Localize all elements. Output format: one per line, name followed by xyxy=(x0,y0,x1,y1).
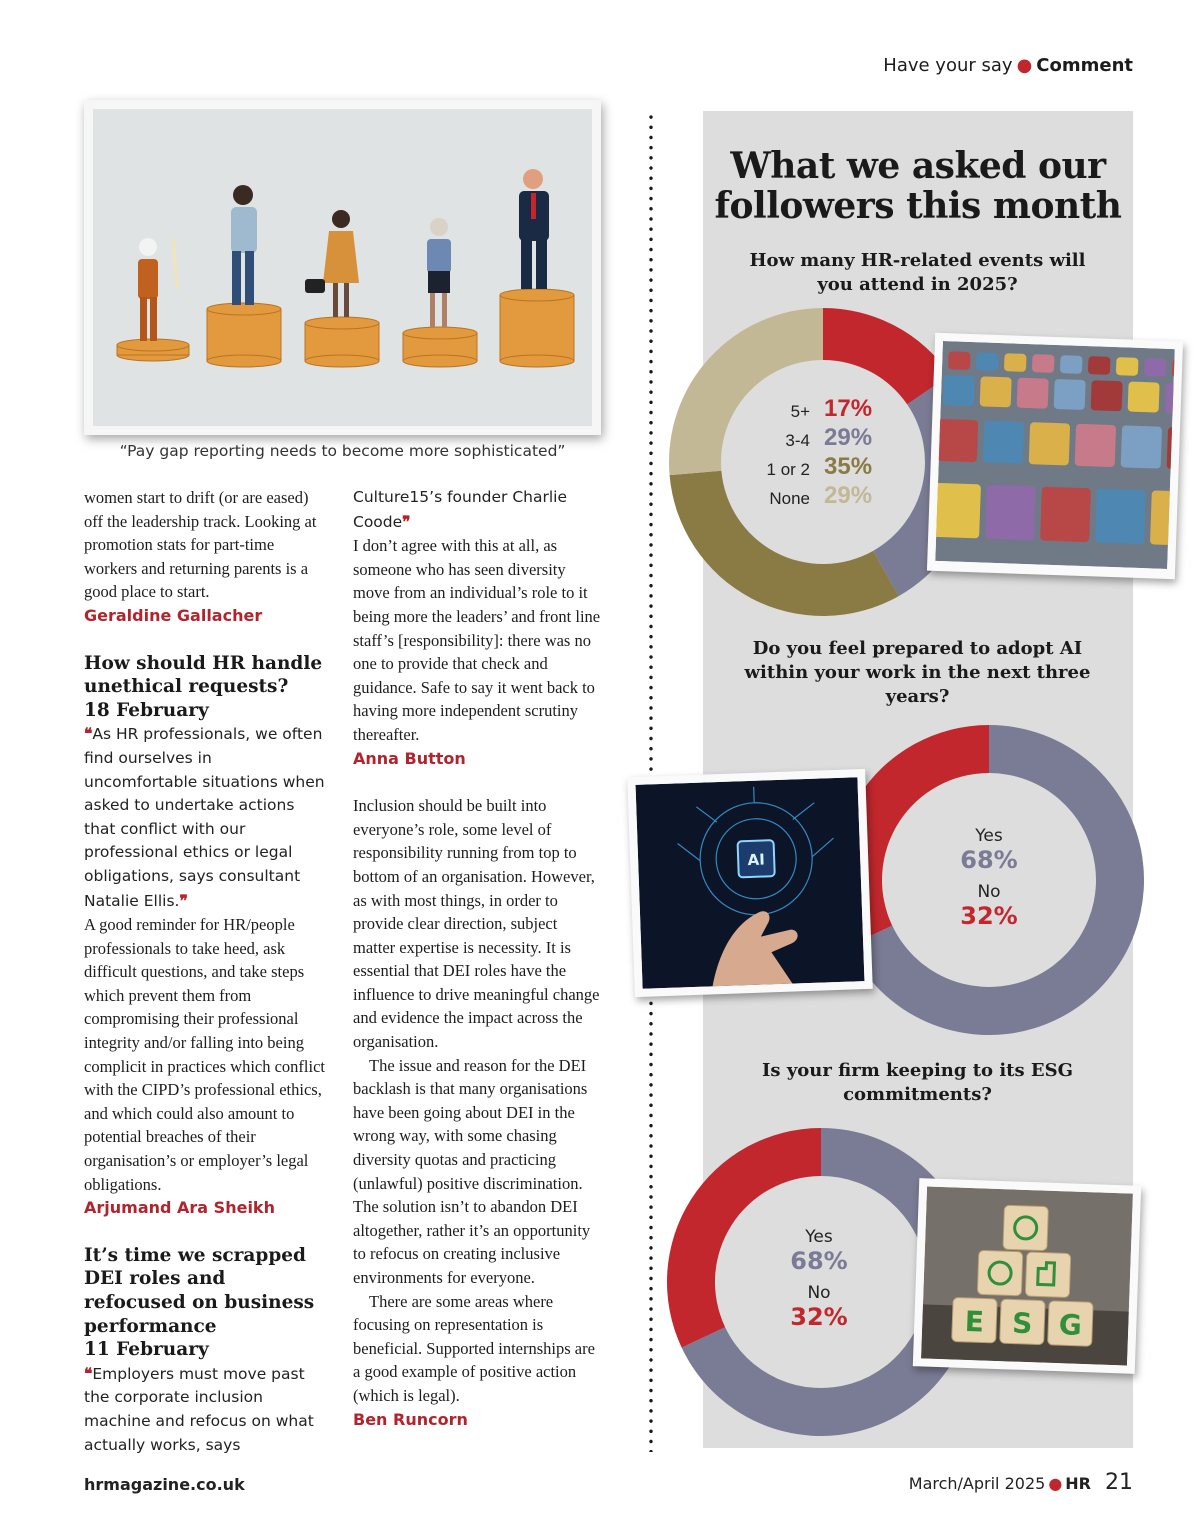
poll1-question: How many HR-related events will you attend in 2025? xyxy=(749,250,1086,295)
article2-response2-p3: There are some areas where focusing on representation is beneficial. Supported internships are a good example of positive action (which is legal). xyxy=(353,1291,595,1405)
article1-author: Arjumand Ara Sheikh xyxy=(84,1198,275,1218)
esg-blocks-image xyxy=(921,1186,1133,1365)
footer-issue xyxy=(909,1470,1133,1495)
chair-shape xyxy=(948,351,971,370)
chair-shape xyxy=(1075,424,1116,467)
poll1-legend-value: 17% xyxy=(824,395,873,422)
article2-pull-quote xyxy=(84,1362,329,1457)
poll1-legend-value: 29% xyxy=(824,482,873,509)
poll-panel-title: What we asked our followers this month xyxy=(714,145,1122,227)
footer-brand: HR xyxy=(1065,1474,1091,1493)
open-quote-icon: ❝ xyxy=(84,1363,93,1383)
section-tag: Comment xyxy=(1036,55,1133,76)
esg-photo xyxy=(913,1178,1141,1374)
close-quote-icon: ❞ xyxy=(402,511,411,531)
poll1-legend-label: 1 or 2 xyxy=(766,460,810,479)
poll3-question: Is your firm keeping to its ESG commitments? xyxy=(762,1060,1073,1105)
chair-shape xyxy=(1017,378,1049,409)
ai-hand-image xyxy=(636,777,865,989)
intro-text: women start to drift (or are eased) off the leadership track. Looking at promotion stats for part-time workers and returning parents is a good place to start. xyxy=(84,488,317,602)
chair-shape xyxy=(1121,425,1162,468)
article2-author1: Anna Button xyxy=(353,748,466,768)
page-number: 21 xyxy=(1105,1470,1133,1495)
article2-pull-quote-end-text: Culture15’s founder Charlie Coode xyxy=(353,488,568,531)
esg-letter-e: E xyxy=(964,1304,985,1339)
page-header xyxy=(883,55,1133,76)
chair-shape xyxy=(1116,357,1139,376)
bullet-dot: ● xyxy=(1048,1474,1063,1493)
esg-letter-g: G xyxy=(1058,1308,1083,1342)
article2-author2: Ben Runcorn xyxy=(353,1409,468,1429)
esg-letter-s: S xyxy=(1011,1306,1033,1341)
chair-shape xyxy=(1032,354,1055,373)
chairs-image xyxy=(935,341,1175,569)
intro-author: Geraldine Gallacher xyxy=(84,605,263,625)
chair-shape xyxy=(985,485,1036,541)
article2-title: It’s time we scrapped DEI roles and refocused on business performance xyxy=(84,1244,315,1337)
article2-pull-quote-text: Employers must move past the corporate inclusion machine and refocus on what actually works, says xyxy=(84,1364,314,1454)
poll3-value-no: 32% xyxy=(790,1303,848,1331)
section-label: Have your say xyxy=(883,55,1013,76)
poll1-legend-label: 5+ xyxy=(790,402,810,421)
chair-shape xyxy=(1040,487,1091,543)
poll3-label-no: No xyxy=(807,1283,831,1303)
photo-caption: “Pay gap reporting needs to become more sophisticated” xyxy=(119,442,566,460)
article2-pull-quote-end xyxy=(353,486,603,534)
article2-response2-p1: Inclusion should be built into everyone’s role, some level of responsibility running from top to bottom of an organisation. However, as with most things, in order to provide clear direction, subject matter expertise is necessity. It is essential that DEI roles have the influence to drive meaningful change and evidence the impact across the organisation. xyxy=(353,796,600,1052)
poll1-legend-value: 35% xyxy=(824,453,873,480)
article-column-2 xyxy=(353,486,603,1431)
poll2-value-yes: 68% xyxy=(960,846,1018,874)
poll2-label-yes: Yes xyxy=(975,826,1003,846)
footer-issue-date: March/April 2025 xyxy=(908,1474,1046,1493)
chair-shape xyxy=(1128,382,1160,413)
poll2-label-no: No xyxy=(977,882,1001,902)
article1-date: 18 February xyxy=(84,699,209,721)
article2-response2-p2: The issue and reason for the DEI backlash is that many organisations have been going about DEI in the wrong way, with some chasing diversity quotas and practicing (unlawful) positive discrimination. The solution isn’t to abandon DEI altogether, rather it’s an opportunity to refocus on creating inclusive environments for everyone. xyxy=(353,1055,591,1287)
chairs-photo xyxy=(927,333,1183,580)
chair-shape xyxy=(1004,353,1027,372)
poll1-legend-label: 3-4 xyxy=(785,431,810,450)
poll3-labels xyxy=(759,1227,879,1331)
pay-gap-illustration xyxy=(84,100,601,435)
ai-chip-text: AI xyxy=(747,850,766,870)
chair-shape xyxy=(943,375,975,406)
poll2-value-no: 32% xyxy=(960,902,1018,930)
poll1-legend-label: None xyxy=(769,489,810,508)
chair-shape xyxy=(983,421,1024,464)
chair-shape xyxy=(1144,358,1167,377)
poll1-legend-value: 29% xyxy=(824,424,873,451)
open-quote-icon: ❝ xyxy=(84,724,93,744)
chair-shape xyxy=(1165,383,1175,414)
poll3-label-yes: Yes xyxy=(805,1227,833,1247)
chair-shape xyxy=(1095,488,1146,544)
article2-date: 11 February xyxy=(84,1339,209,1361)
bullet-dot: ● xyxy=(1016,55,1033,76)
poll2-labels xyxy=(929,826,1049,930)
ai-photo xyxy=(627,769,873,997)
article1-pull-quote xyxy=(84,722,329,913)
article2-response1: I don’t agree with this at all, as someone who has seen diversity move from an individual’s role to it being more the leaders’ and front line staff’s [responsibility]: there was no one to provide that check and guidance. Safe to say it went back to having more independent scrutiny thereafter. xyxy=(353,536,601,744)
chair-shape xyxy=(935,483,981,539)
pay-gap-figures-image xyxy=(93,109,592,426)
article1-title: How should HR handle unethical requests? xyxy=(84,652,323,698)
close-quote-icon: ❞ xyxy=(179,890,188,910)
chair-shape xyxy=(937,419,978,462)
footer-site: hrmagazine.co.uk xyxy=(84,1475,245,1494)
chair-shape xyxy=(1091,380,1123,411)
chair-shape xyxy=(1060,355,1083,374)
article1-response: A good reminder for HR/people professionals to take heed, ask difficult questions, and take steps which prevent them from compromising their professional integrity and/or falling into being complicit in practices which conflict with the CIPD’s professional ethics, and which could also amount to potential breaches of their organisation’s or employer’s legal obligations. xyxy=(84,915,325,1194)
article-column-1 xyxy=(84,486,329,1457)
chair-shape xyxy=(976,352,999,371)
chair-shape xyxy=(1054,379,1086,410)
chair-shape xyxy=(1029,422,1070,465)
chair-shape xyxy=(1088,356,1111,375)
article1-pull-quote-text: As HR professionals, we often find ourselves in uncomfortable situations when asked to undertake actions that conflict with our professional ethics or legal obligations, says consultant Natalie Ellis. xyxy=(84,725,325,910)
chair-shape xyxy=(1150,490,1175,546)
chair-shape xyxy=(980,376,1012,407)
chair-shape xyxy=(935,567,983,569)
poll2-question: Do you feel prepared to adopt AI within your work in the next three years? xyxy=(744,638,1091,707)
poll3-value-yes: 68% xyxy=(790,1247,848,1275)
